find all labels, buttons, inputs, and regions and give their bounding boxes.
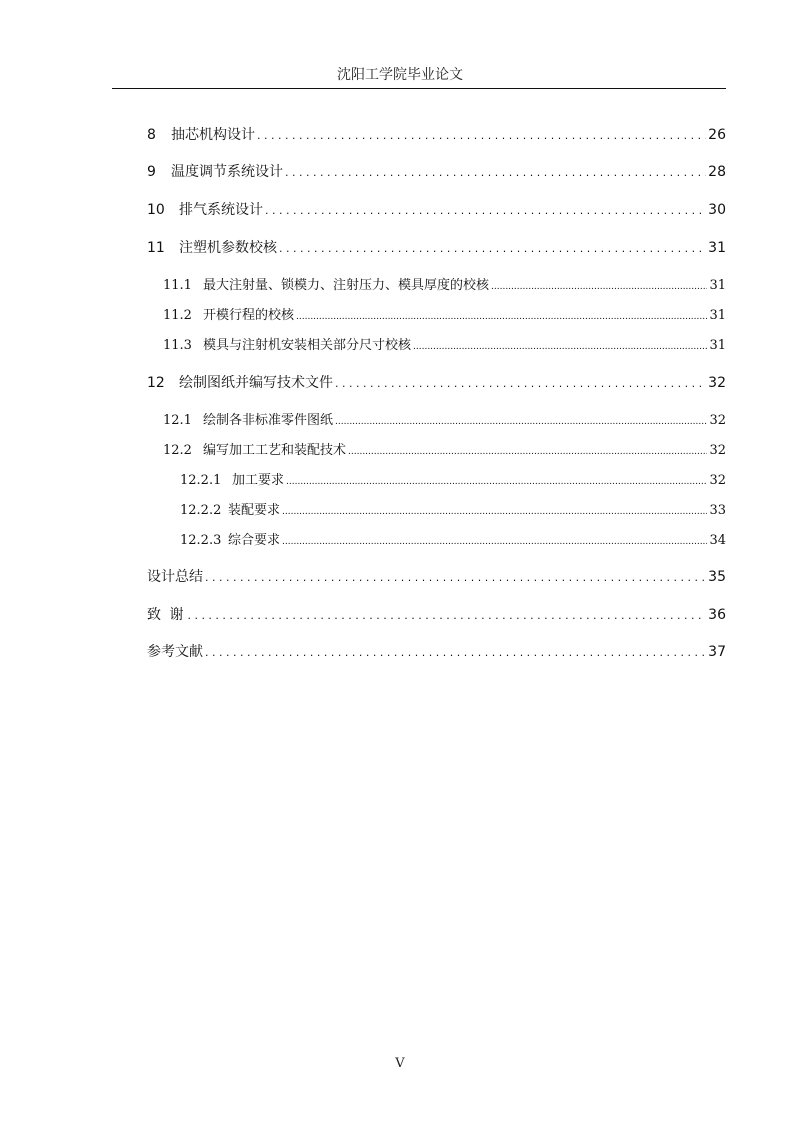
running-header-title: 沈阳工学院毕业论文 (337, 67, 463, 83)
toc-entry-title: 编写加工工艺和装配技术 (203, 443, 347, 458)
toc-entry-title: 开模行程的校核 (203, 308, 295, 323)
toc-entry[interactable] (147, 161, 726, 181)
toc-entry-page: 32 (708, 375, 726, 391)
toc-entry-page: 37 (708, 644, 726, 660)
toc-entry-number: 9 (147, 164, 156, 180)
toc-entry-title: 致 谢 (147, 607, 186, 623)
toc-entry[interactable] (147, 199, 726, 219)
toc-entry-page: 31 (709, 278, 726, 293)
toc-entry-title: 参考文献 (147, 644, 203, 660)
toc-entry-title: 模具与注射机安装相关部分尺寸校核 (203, 338, 412, 353)
dot-leader (296, 312, 707, 322)
toc-entry-number: 12.1 (163, 413, 192, 428)
toc-entry-title: 设计总结 (147, 569, 203, 585)
dot-leader (286, 477, 707, 487)
toc-entry-number: 11.1 (163, 278, 192, 293)
toc-entry-title: 注塑机参数校核 (179, 240, 277, 256)
toc-entry-number: 8 (147, 127, 156, 143)
page-number: V (395, 1056, 405, 1071)
toc-entry[interactable] (163, 274, 726, 293)
toc-entry-number: 12.2.2 (180, 503, 222, 518)
dot-leader (348, 447, 707, 457)
toc-entry-number: 12.2 (163, 443, 192, 458)
toc-entry[interactable] (147, 237, 726, 257)
dot-leader (205, 646, 706, 659)
dot-leader (335, 417, 707, 427)
toc-entry[interactable] (163, 439, 726, 458)
dot-leader (491, 282, 707, 292)
toc-entry-number: 12.2.3 (180, 533, 222, 548)
toc-entry[interactable] (180, 529, 726, 548)
toc-entry[interactable] (147, 641, 726, 661)
toc-entry-title: 抽芯机构设计 (171, 127, 255, 143)
toc-entry[interactable] (163, 409, 726, 428)
toc-entry-page: 32 (709, 413, 726, 428)
toc-entry-page: 28 (708, 164, 726, 180)
toc-entry-title: 绘制图纸并编写技术文件 (179, 375, 333, 391)
dot-leader (282, 537, 707, 547)
toc-entry-title: 温度调节系统设计 (171, 164, 283, 180)
toc-entry-page: 33 (709, 503, 726, 518)
toc-entry-page: 36 (708, 607, 726, 623)
toc-entry[interactable] (147, 566, 726, 586)
toc-entry-page: 31 (708, 240, 726, 256)
toc-entry[interactable] (163, 334, 726, 353)
toc-entry[interactable] (180, 469, 726, 488)
dot-leader (257, 129, 706, 142)
toc-entry-title: 绘制各非标准零件图纸 (203, 413, 334, 428)
dot-leader (205, 571, 706, 584)
toc-entry-number: 11 (147, 240, 165, 256)
dot-leader (335, 377, 706, 390)
toc-entry-page: 26 (708, 127, 726, 143)
dot-leader (265, 204, 706, 217)
dot-leader (187, 609, 706, 622)
toc-entry-page: 32 (709, 473, 726, 488)
toc-entry[interactable] (147, 124, 726, 144)
toc-entry-page: 34 (709, 533, 726, 548)
dot-leader (413, 342, 707, 352)
toc-entry[interactable] (180, 499, 726, 518)
toc-entry-page: 31 (709, 338, 726, 353)
toc-entry-number: 10 (147, 202, 165, 218)
toc-entry-number: 12.2.1 (180, 473, 222, 488)
toc-entry-title: 装配要求 (228, 503, 281, 518)
dot-leader (282, 507, 707, 517)
toc-entry-page: 32 (709, 443, 726, 458)
toc-entry-title: 加工要求 (232, 473, 285, 488)
toc-entry-page: 30 (708, 202, 726, 218)
toc-entry-title: 排气系统设计 (179, 202, 263, 218)
toc-entry-page: 35 (708, 569, 726, 585)
toc-entry-title: 最大注射量、锁模力、注射压力、模具厚度的校核 (203, 278, 490, 293)
toc-entry-number: 12 (147, 375, 165, 391)
header-rule (112, 88, 726, 89)
toc-entry-number: 11.3 (163, 338, 192, 353)
toc-entry-page: 31 (709, 308, 726, 323)
toc-entry-number: 11.2 (163, 308, 192, 323)
dot-leader (285, 166, 706, 179)
toc-entry[interactable] (147, 604, 726, 624)
toc-entry-title: 综合要求 (228, 533, 281, 548)
dot-leader (279, 242, 706, 255)
toc-entry[interactable] (147, 372, 726, 392)
toc-entry[interactable] (163, 304, 726, 323)
